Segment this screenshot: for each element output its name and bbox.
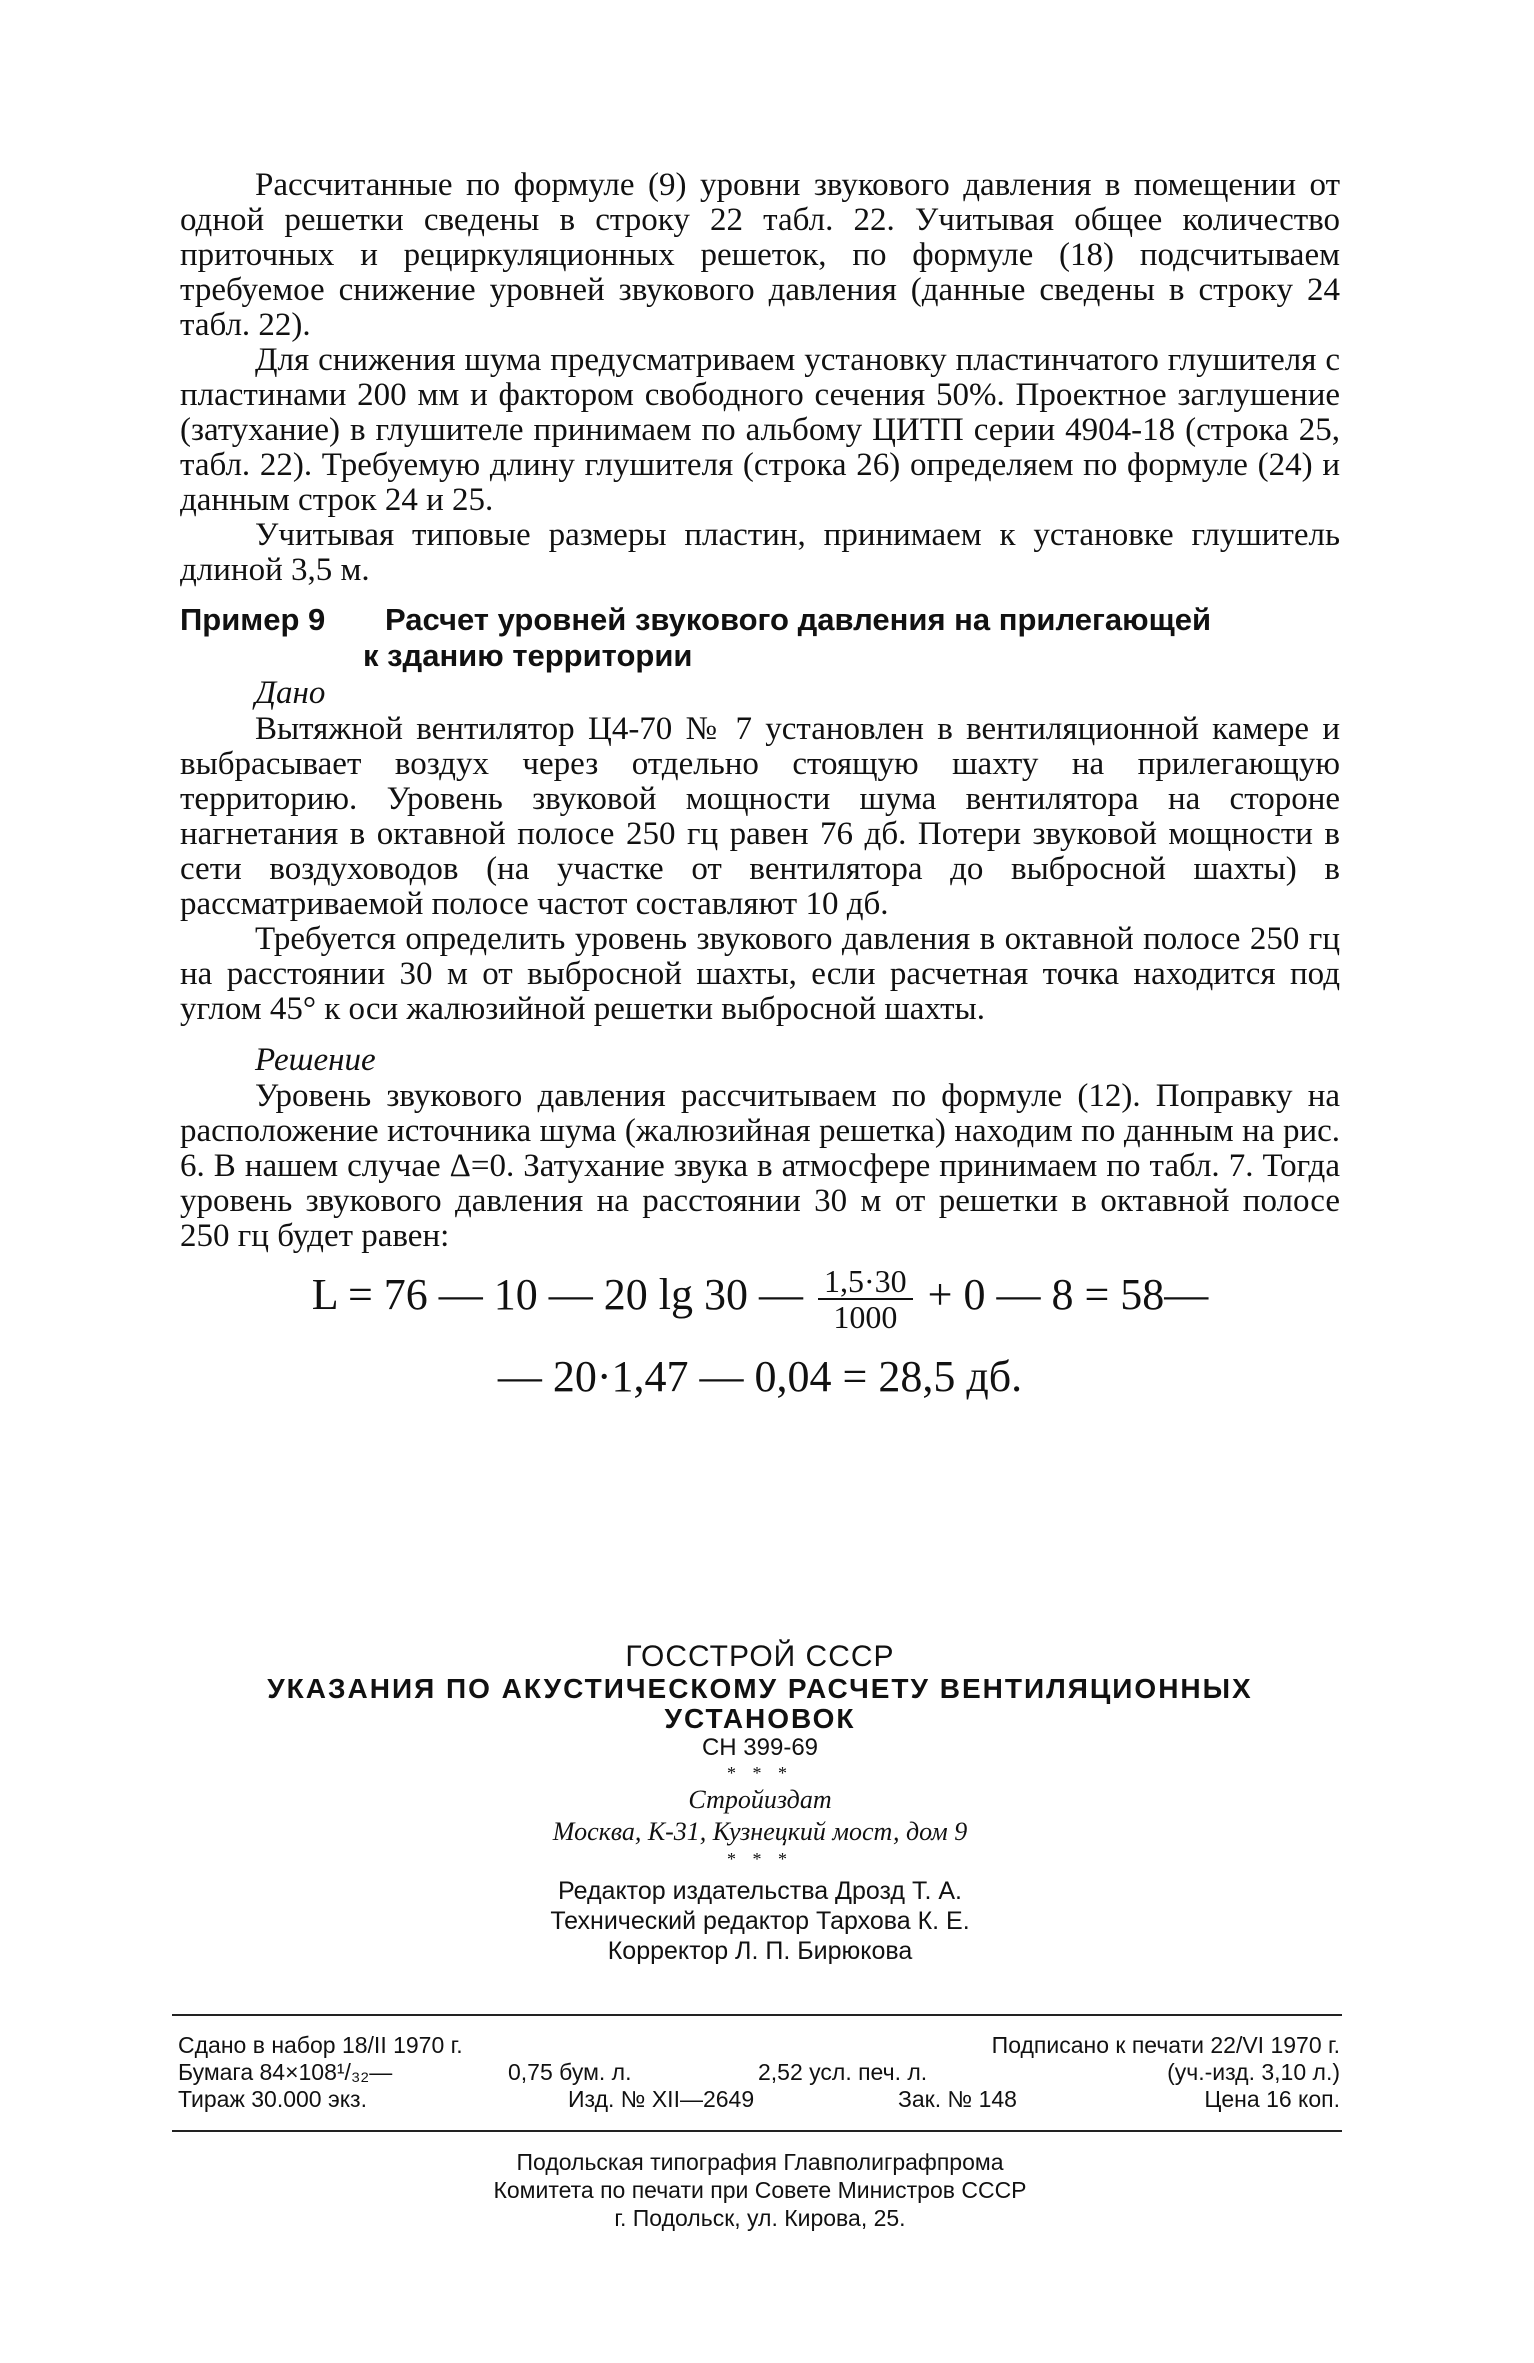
imprint-tech-editor: Технический редактор Тархова К. Е. [550, 1907, 970, 1935]
printed-sheets: 2,52 усл. печ. л. [758, 2059, 928, 2085]
imprint-title-line-1: УКАЗАНИЯ ПО АКУСТИЧЕСКОМУ РАСЧЕТУ ВЕНТИЛЯЦИОННЫХ [267, 1673, 1253, 1704]
submitted-date: Сдано в набор 18/II 1970 г. [178, 2032, 463, 2058]
separator-stars: * * * [727, 1763, 793, 1783]
imprint-address: Москва, К-31, Кузнецкий мост, дом 9 [552, 1817, 968, 1846]
production-row-3 [178, 2086, 1340, 2113]
paragraph-task: Требуется определить уровень звукового давления в октавной полосе 250 гц на расстоянии 30 м от выбросной шахты, если расчетная точка находится под углом 45° к оси жалюзийной решетки выбросной шахты. [180, 921, 1340, 1027]
production-row-2 [178, 2059, 1340, 2086]
price: Цена 16 коп. [1204, 2086, 1340, 2112]
imprint-organization: ГОССТРОЙ СССР [625, 1640, 895, 1673]
publication-number: Изд. № XII—2649 [568, 2086, 755, 2112]
example-title-line-2: к зданию территории [363, 638, 693, 673]
print-run: Тираж 30.000 экз. [178, 2086, 367, 2112]
separator-stars-2: * * * [727, 1849, 793, 1869]
printer-info [180, 2148, 1340, 2232]
signed-date: Подписано к печати 22/VI 1970 г. [991, 2032, 1340, 2058]
production-data [178, 2032, 1340, 2113]
divider-top [172, 2014, 1342, 2016]
paragraph-noise-levels: Рассчитанные по формуле (9) уровни звукового давления в помещении от одной решетки сведены в строку 22 табл. 22. Учитывая общее количество приточных и рециркуляционных решеток, по формуле (18) подсчитываем требуемое снижение уровней звукового давления (данные сведены в строку 24 табл. 22). [180, 167, 1340, 343]
imprint-publisher: Стройиздат [688, 1785, 832, 1814]
example-heading [180, 602, 1340, 674]
printer-line-1: Подольская типография Главполиграфпрома [516, 2149, 1004, 2175]
imprint-editor: Редактор издательства Дрозд Т. А. [558, 1877, 962, 1905]
printer-line-2: Комитета по печати при Совете Министров СССР [493, 2177, 1027, 2203]
order-number: Зак. № 148 [898, 2086, 1017, 2112]
imprint-code: СН 399-69 [701, 1734, 819, 1761]
imprint-block [180, 1640, 1340, 1966]
publisher-sheets: (уч.-изд. 3,10 л.) [1167, 2059, 1340, 2085]
main-text [180, 168, 1340, 1406]
given-subheading: Дано [255, 675, 326, 711]
formula-line-2: — 20·1,47 — 0,04 = 28,5 дб. [497, 1352, 1023, 1401]
printer-line-3: г. Подольск, ул. Кирова, 25. [614, 2205, 906, 2231]
formula-fraction [818, 1264, 913, 1334]
example-number: Пример 9 [180, 602, 326, 637]
paragraph-silencer-length: Учитывая типовые размеры пластин, принимаем к установке глушитель длиной 3,5 м. [180, 517, 1340, 588]
paragraph-given: Вытяжной вентилятор Ц4-70 № 7 установлен в вентиляционной камере и выбрасывает воздух через отдельно стоящую шахту на прилегающую территорию. Уровень звуковой мощности шума вентилятора на стороне нагнетания в октавной полосе 250 гц равен 76 дб. Потери звуковой мощности в сети воздуховодов (на участке от вентилятора до выбросной шахты) в рассматриваемой полосе частот составляют 10 дб. [180, 711, 1340, 922]
paper-sheets: 0,75 бум. л. [508, 2059, 632, 2085]
example-title-line-1: Расчет уровней звукового давления на прилегающей [385, 602, 1212, 637]
paragraph-solution: Уровень звукового давления рассчитываем по формуле (12). Поправку на расположение источника шума (жалюзийная решетка) находим по данным на рис. 6. В нашем случае Δ=0. Затухание звука в атмосфере принимаем по табл. 7. Тогда уровень звукового давления на расстоянии 30 м от решетки в октавной полосе 250 гц будет равен: [180, 1078, 1340, 1254]
solution-subheading: Решение [255, 1042, 376, 1078]
formula-right: + 0 — 8 = 58— [927, 1270, 1209, 1320]
production-row-1 [178, 2032, 1340, 2059]
divider-bottom [172, 2130, 1342, 2132]
formula-left: L = 76 — 10 — 20 lg 30 — [311, 1270, 803, 1320]
imprint-title-line-2: УСТАНОВОК [664, 1703, 856, 1734]
fraction-denominator: 1000 [833, 1299, 898, 1335]
formula-line-1 [180, 1264, 1340, 1334]
paragraph-silencer: Для снижения шума предусматриваем установку пластинчатого глушителя с пластинами 200 мм и фактором свободного сечения 50%. Проектное заглушение (затухание) в глушителе принимаем по альбому ЦИТП серии 4904-18 (строка 25, табл. 22). Требуемую длину глушителя (строка 26) определяем по формуле (24) и данным строк 24 и 25. [180, 342, 1340, 518]
imprint-corrector: Корректор Л. П. Бирюкова [607, 1937, 913, 1965]
paper-format: Бумага 84×108¹/₃₂— [178, 2059, 393, 2085]
fraction-numerator: 1,5·30 [818, 1264, 913, 1300]
